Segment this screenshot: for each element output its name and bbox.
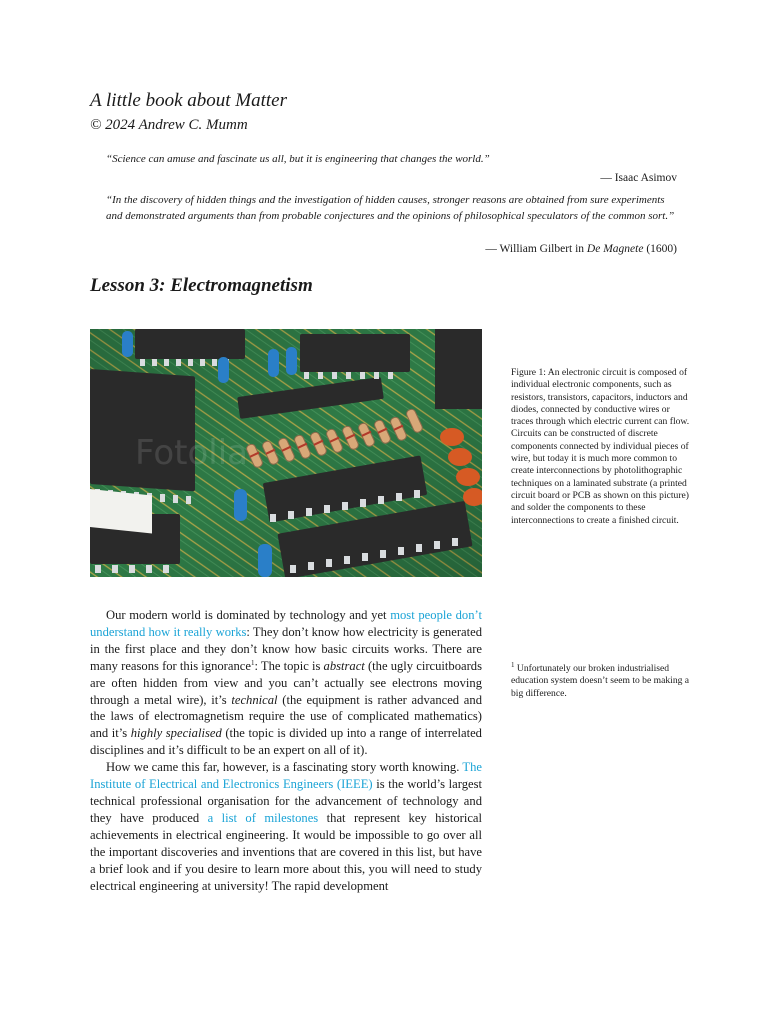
milestones-link[interactable]: a list of milestones bbox=[207, 810, 319, 825]
book-title: A little book about Matter bbox=[90, 90, 288, 111]
text-run: (the ugly circuitboards are often hidden from view and you can’t actually see electrons moving through a metal wire), it’s bbox=[90, 658, 482, 707]
epigraph-asimov-attribution: — Isaac Asimov bbox=[600, 172, 677, 184]
text-run: (the equipment is rather advanced and the laws of electromagnetism require the use of complicated mathematics) and it’s bbox=[90, 692, 482, 741]
text-run: : The topic is bbox=[254, 658, 324, 673]
text-run: How we came this far, however, is a fascinating story worth knowing. bbox=[106, 760, 463, 775]
figure-watermark: Fotolia bbox=[135, 433, 249, 473]
understanding-link[interactable]: most people don’t understand how it really works bbox=[90, 608, 482, 639]
emphasis-abstract: abstract bbox=[323, 658, 365, 673]
text-run: (the topic is divided up into a range of interrelated disciplines and it’s difficult to be an expert on all of it). bbox=[90, 726, 482, 758]
text-run: that represent key historical achievements in electrical engineering. It would be impossible to go over all the important discoveries and inventions that are covered in this list, but have a brief look and if you desire to learn more about this, you will need to study electrical engineering at university! The rapid development bbox=[90, 810, 482, 893]
attribution-prefix: — William Gilbert in bbox=[485, 243, 587, 255]
pcb-illustration bbox=[90, 329, 482, 577]
ieee-link[interactable]: The Institute of Electrical and Electronics Engineers (IEEE) bbox=[90, 760, 482, 792]
circuit-board-figure bbox=[90, 329, 482, 577]
attribution-work: De Magnete bbox=[586, 243, 644, 255]
emphasis-technical: technical bbox=[231, 692, 278, 707]
text-run: : They don’t know how electricity is generated in the first place and they don’t know how basic circuits works. There are many reasons for this ignorance bbox=[90, 624, 482, 673]
lesson-body bbox=[90, 607, 482, 894]
text-run: is the world’s largest technical professional organisation for the advancement of technology and they have produced bbox=[90, 777, 482, 825]
footnote bbox=[511, 660, 691, 700]
paragraph-2 bbox=[90, 759, 482, 894]
attribution-suffix: (1600) bbox=[643, 243, 677, 255]
footnote-mark: 1 bbox=[511, 660, 515, 669]
text-run: Our modern world is dominated by technology and yet bbox=[106, 608, 391, 622]
figure-caption: Figure 1: An electronic circuit is composed of individual electronic components, such as resistors, transistors, capacitors, inductors and diodes, connected by conductive wires or traces through which electric current can flow. Circuits can be constructed of discrete components connected by individual pieces of wire, but today it is much more common to create interconnections by photolithographic techniques on a laminated substrate (a printed circuit board or PCB as shown on this picture) and solder the components to these interconnections to create a finished circuit. bbox=[511, 367, 690, 526]
footnote-ref[interactable]: 1 bbox=[250, 658, 255, 667]
epigraph-gilbert-attribution bbox=[485, 243, 677, 255]
footnote-text: Unfortunately our broken industrialised education system doesn’t seem to be making a big difference. bbox=[511, 663, 690, 699]
lesson-title: Lesson 3: Electromagnetism bbox=[90, 275, 313, 296]
paragraph-1 bbox=[90, 607, 482, 759]
epigraph-asimov: “Science can amuse and fascinate us all, but it is engineering that changes the world.” bbox=[106, 153, 490, 165]
copyright-line: © 2024 Andrew C. Mumm bbox=[90, 117, 248, 133]
emphasis-specialised: highly specialised bbox=[130, 726, 222, 741]
epigraph-gilbert: “In the discovery of hidden things and the investigation of hidden causes, stronger reasons are obtained from sure experiments and demonstrated arguments than from probable conjectures and the opinions of philosophical speculators of the common sort.” bbox=[106, 194, 675, 222]
